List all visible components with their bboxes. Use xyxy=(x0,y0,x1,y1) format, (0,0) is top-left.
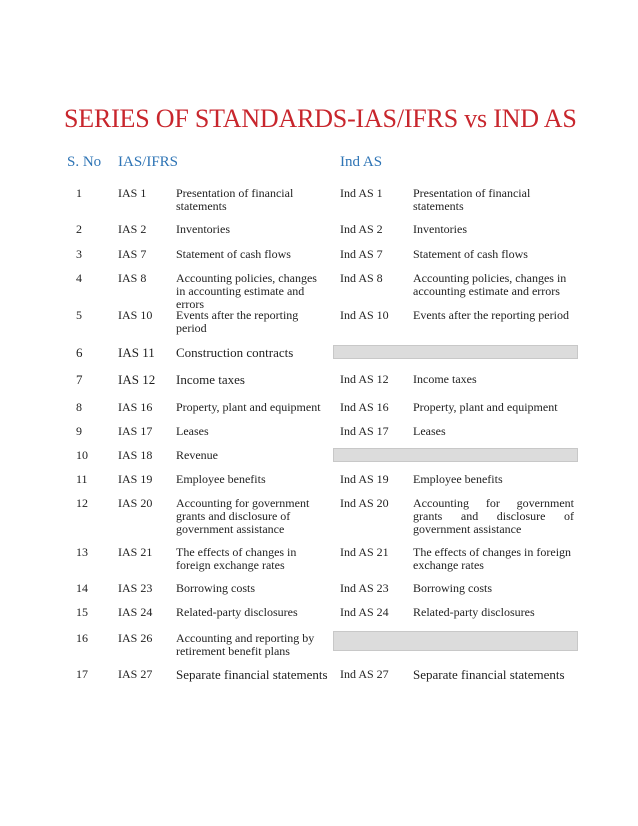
row-number: 15 xyxy=(76,605,88,619)
ind-as-title: Accounting for government grants and disclosure of government assistance xyxy=(413,496,574,536)
row-number: 14 xyxy=(76,581,88,595)
row-number: 1 xyxy=(76,186,82,200)
ias-title: Inventories xyxy=(176,222,230,236)
ias-title: The effects of changes in foreign exchange rates xyxy=(176,545,297,572)
row-number: 17 xyxy=(76,667,88,681)
ias-title: Separate financial statements xyxy=(176,667,328,682)
ias-code: IAS 19 xyxy=(118,472,153,486)
ias-code: IAS 24 xyxy=(118,605,153,619)
ind-as-code: Ind AS 23 xyxy=(340,581,389,595)
ind-as-title: Employee benefits xyxy=(413,472,503,486)
header-ias-ifrs: IAS/IFRS xyxy=(118,154,179,170)
ias-code: IAS 16 xyxy=(118,400,153,414)
row-number: 3 xyxy=(76,247,82,261)
ias-code: IAS 8 xyxy=(118,271,147,285)
ias-title: Presentation of financial statements xyxy=(176,186,294,213)
row-number: 8 xyxy=(76,400,82,414)
header-ind-as: Ind AS xyxy=(340,154,383,170)
row-number: 12 xyxy=(76,496,88,510)
ias-title: Accounting for government grants and disclosure of government assistance xyxy=(176,496,310,536)
ias-title: Events after the reporting period xyxy=(176,308,299,335)
ias-title: Accounting and reporting by retirement benefit plans xyxy=(176,631,315,658)
ind-as-code: Ind AS 21 xyxy=(340,545,389,559)
row-number: 5 xyxy=(76,308,82,322)
ind-as-title: Leases xyxy=(413,424,446,438)
ind-as-code: Ind AS 27 xyxy=(340,667,389,681)
ind-as-title: Income taxes xyxy=(413,372,477,386)
row-number: 4 xyxy=(76,271,82,285)
row-number: 9 xyxy=(76,424,82,438)
ind-as-code: Ind AS 8 xyxy=(340,271,383,285)
ias-title: Borrowing costs xyxy=(176,581,255,595)
empty-ind-as-cell xyxy=(333,345,578,359)
ind-as-code: Ind AS 1 xyxy=(340,186,383,200)
ind-as-code: Ind AS 7 xyxy=(340,247,383,261)
empty-ind-as-cell xyxy=(333,448,578,462)
ias-code: IAS 10 xyxy=(118,308,153,322)
ind-as-code: Ind AS 24 xyxy=(340,605,389,619)
ind-as-title: Statement of cash flows xyxy=(413,247,528,261)
ias-code: IAS 17 xyxy=(118,424,153,438)
ias-code: IAS 23 xyxy=(118,581,153,595)
row-number: 10 xyxy=(76,448,88,462)
ias-code: IAS 26 xyxy=(118,631,153,645)
ias-title: Employee benefits xyxy=(176,472,266,486)
ind-as-code: Ind AS 2 xyxy=(340,222,383,236)
row-number: 16 xyxy=(76,631,88,645)
ias-code: IAS 21 xyxy=(118,545,153,559)
ias-title: Property, plant and equipment xyxy=(176,400,321,414)
row-number: 13 xyxy=(76,545,88,559)
ind-as-code: Ind AS 20 xyxy=(340,496,389,510)
ind-as-code: Ind AS 10 xyxy=(340,308,389,322)
ind-as-title: Accounting policies, changes in accounting estimate and errors xyxy=(413,271,567,298)
row-number: 6 xyxy=(76,345,83,360)
ias-title: Income taxes xyxy=(176,372,245,387)
ias-title: Construction contracts xyxy=(176,345,294,360)
ias-title: Revenue xyxy=(176,448,218,462)
row-number: 11 xyxy=(76,472,88,486)
ind-as-code: Ind AS 16 xyxy=(340,400,389,414)
ind-as-title: Borrowing costs xyxy=(413,581,492,595)
ind-as-title: Related-party disclosures xyxy=(413,605,535,619)
ias-code: IAS 1 xyxy=(118,186,147,200)
ind-as-title: Separate financial statements xyxy=(413,667,565,682)
row-number: 2 xyxy=(76,222,82,236)
ind-as-code: Ind AS 12 xyxy=(340,372,389,386)
ind-as-title: Inventories xyxy=(413,222,467,236)
ias-code: IAS 11 xyxy=(118,345,155,360)
page-title: SERIES OF STANDARDS-IAS/IFRS vs IND AS xyxy=(64,104,577,133)
ias-title: Leases xyxy=(176,424,209,438)
ind-as-title: Presentation of financial statements xyxy=(413,186,531,213)
ind-as-title: Events after the reporting period xyxy=(413,308,569,322)
ias-code: IAS 2 xyxy=(118,222,147,236)
ind-as-code: Ind AS 17 xyxy=(340,424,389,438)
header-sno: S. No xyxy=(67,154,102,170)
ind-as-code: Ind AS 19 xyxy=(340,472,389,486)
ias-code: IAS 18 xyxy=(118,448,153,462)
ias-code: IAS 12 xyxy=(118,372,156,387)
ind-as-title: Property, plant and equipment xyxy=(413,400,558,414)
ias-title: Statement of cash flows xyxy=(176,247,291,261)
ias-title: Accounting policies, changes in accounting estimate and errors xyxy=(176,271,317,311)
ind-as-title: The effects of changes in foreign exchange rates xyxy=(413,545,572,572)
ias-code: IAS 7 xyxy=(118,247,147,261)
empty-ind-as-cell xyxy=(333,631,578,651)
ias-code: IAS 20 xyxy=(118,496,153,510)
row-number: 7 xyxy=(76,372,83,387)
ias-title: Related-party disclosures xyxy=(176,605,298,619)
ias-code: IAS 27 xyxy=(118,667,153,681)
